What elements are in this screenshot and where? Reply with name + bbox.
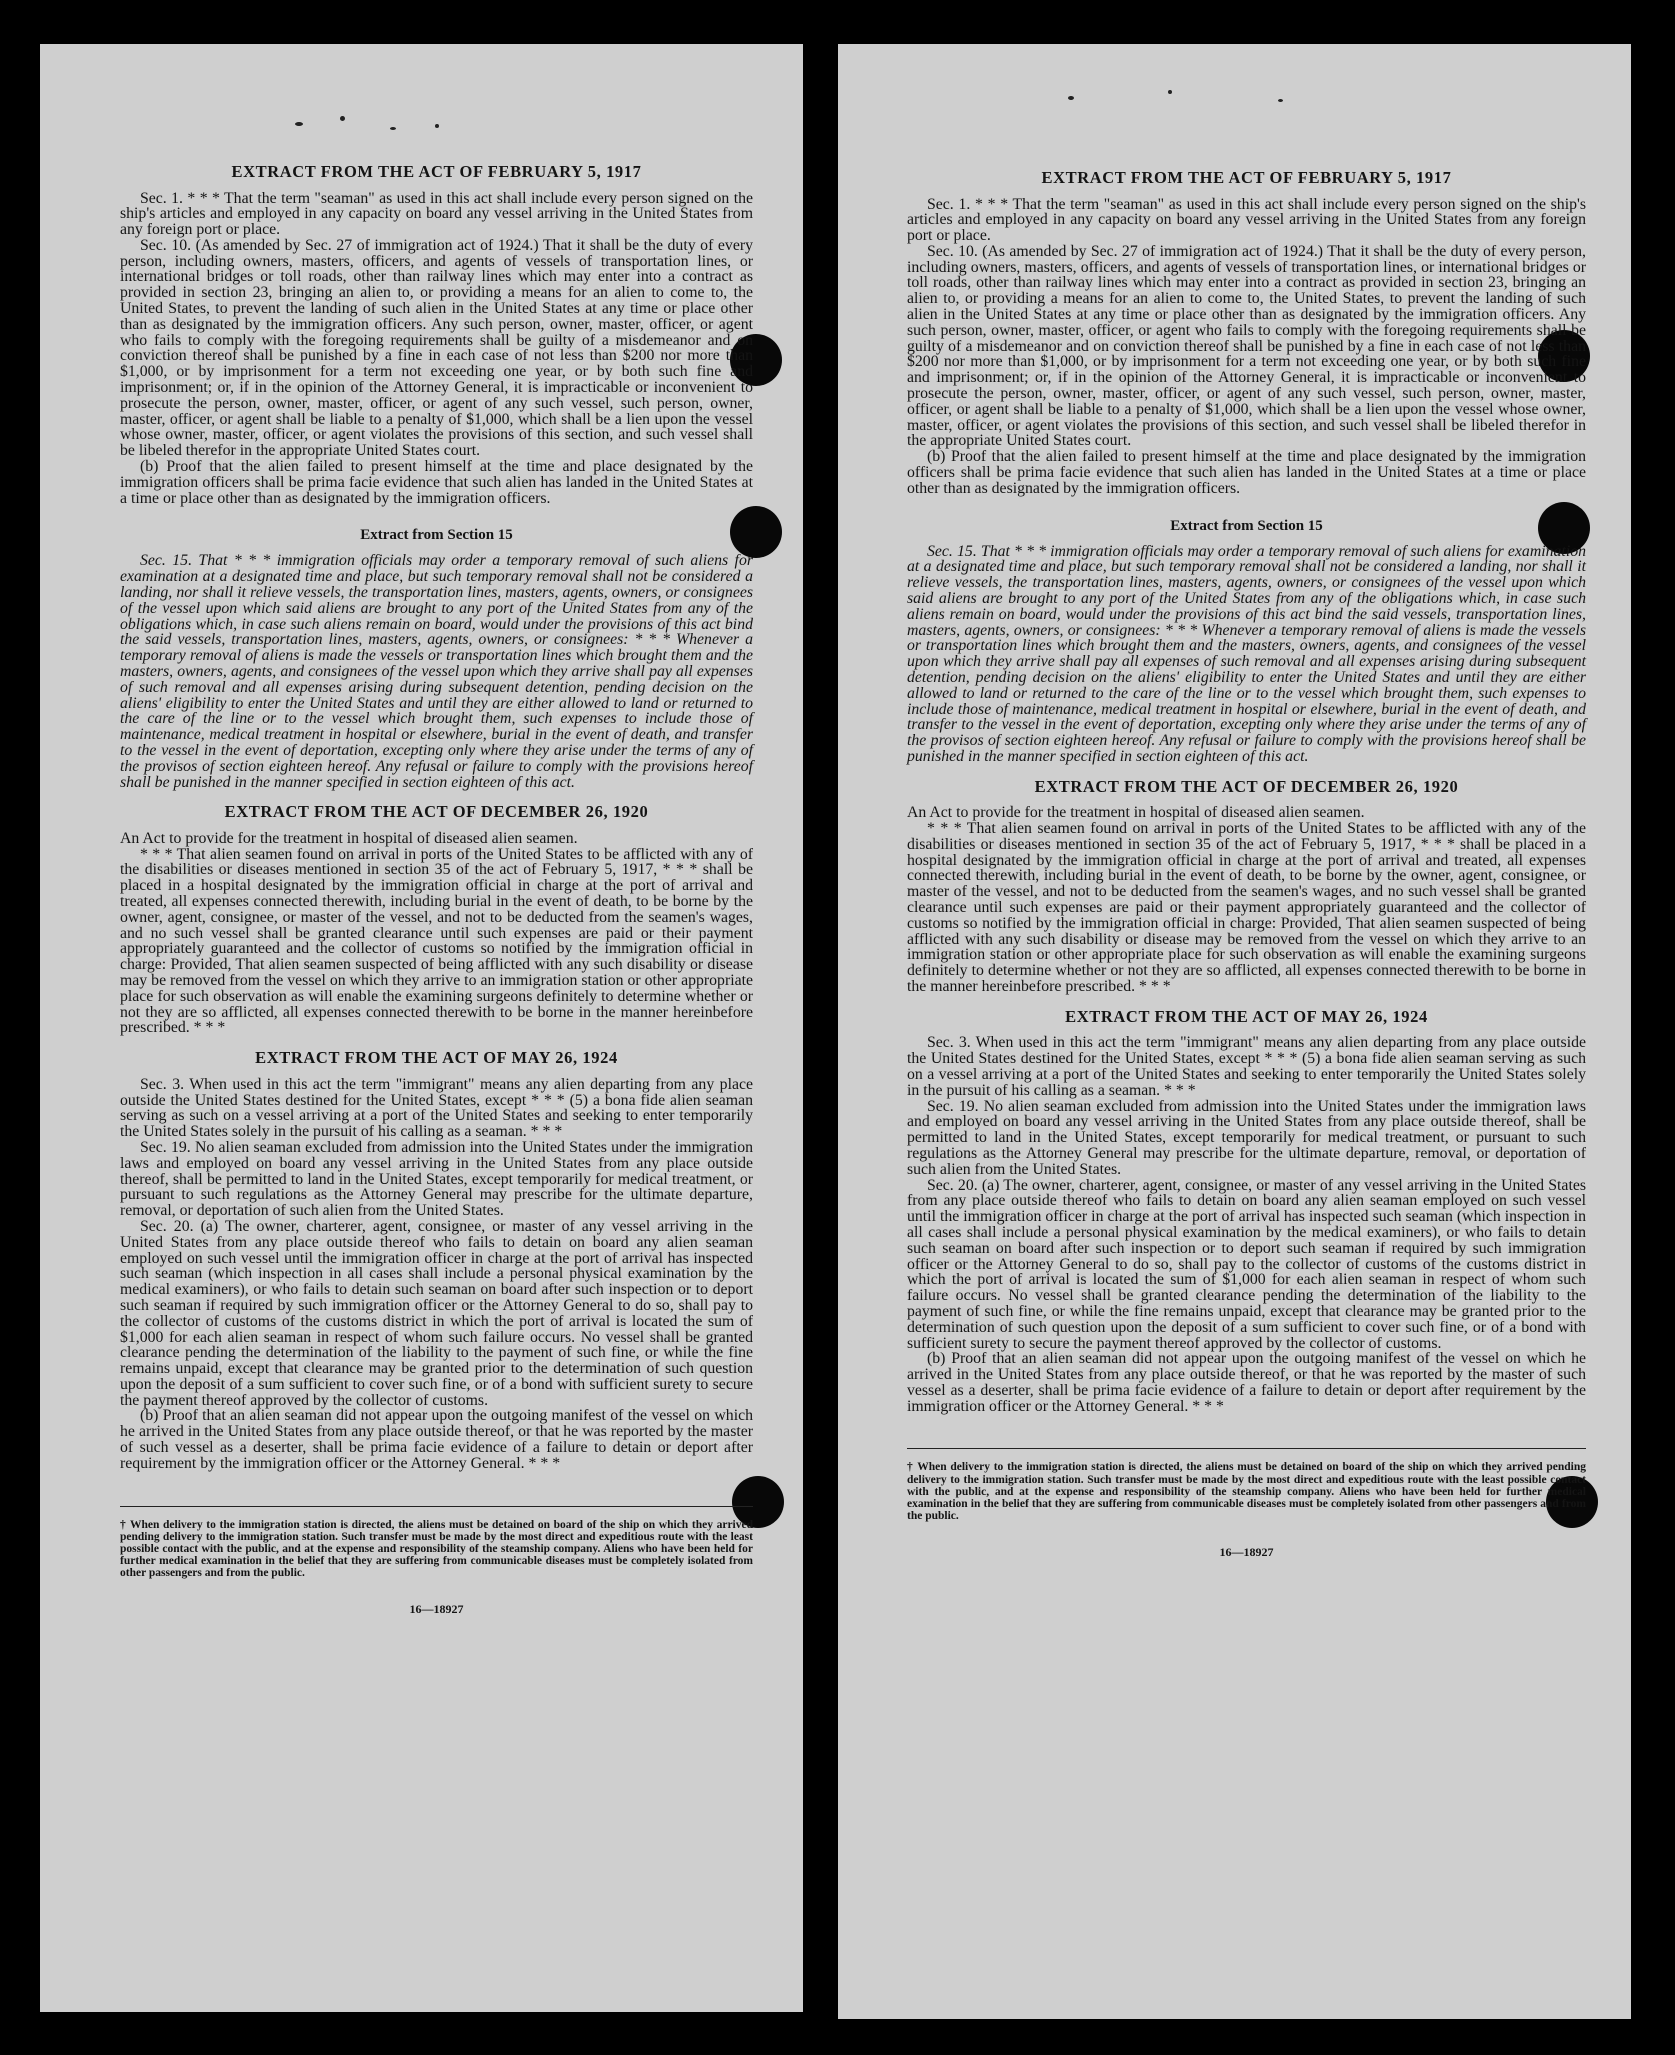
heading-act-1920: EXTRACT FROM THE ACT OF DECEMBER 26, 1920 [1034, 776, 1459, 796]
page-number: 16—18927 [409, 1601, 464, 1616]
section-10: Sec. 10. (As amended by Sec. 27 of immigration act of 1924.) That it shall be the duty of every person, including owners, masters, officers, and agents of vessels of transportation lines, or international bridges or toll roads, other than railway lines which may enter into a contract as provided in section 23, bringing an alien to, or providing a means for an alien to come to, the United States, to prevent the landing of such alien in the United States at any time or place other than as designated by the immigration officers. Any such person, owner, master, officer, or agent who fails to comply with the foregoing requirements shall be guilty of a misdemeanor and on conviction thereof shall be punished by a fine in each case of not less than $200 nor more than $1,000, or by imprisonment for a term not exceeding one year, or by both such fine and imprisonment; or, if in the opinion of the Attorney General, it is impracticable or inconvenient to prosecute the person, owner, master, officer, or agent of any such vessel, such person, owner, master, officer, or agent shall be liable to a penalty of $1,000, which shall be a lien upon the vessel whose owner, master, officer, or agent violates the provisions of this section, and such vessel shall be libeled therefor in the appropriate United States court. [907, 242, 1586, 450]
act-1920-title: An Act to provide for the treatment in hospital of diseased alien seamen. [907, 804, 1365, 822]
section-10: Sec. 10. (As amended by Sec. 27 of immigration act of 1924.) That it shall be the duty of every person, including owners, masters, officers, and agents of vessels of transportation lines, or international bridges or toll roads, other than railway lines which may enter into a contract as provided in section 23, bringing an alien to, or providing a means for an alien to come to, the United States, to prevent the landing of such alien in the United States at any time or place other than as designated by the immigration officers. Any such person, owner, master, officer, or agent who fails to comply with the foregoing requirements shall be guilty of a misdemeanor and on conviction thereof shall be punished by a fine in each case of not less than $200 nor more than $1,000, or by imprisonment for a term not exceeding one year, or by both such fine and imprisonment; or, if in the opinion of the Attorney General, it is impracticable or inconvenient to prosecute the person, owner, master, officer, or agent of any such vessel, such person, owner, master, officer, or agent shall be liable to a penalty of $1,000, which shall be a lien upon the vessel whose owner, master, officer, or agent violates the provisions of this section, and such vessel shall be libeled therefor in the appropriate United States court. [120, 236, 753, 460]
heading-act-1920: EXTRACT FROM THE ACT OF DECEMBER 26, 1920 [224, 802, 649, 822]
section-1: Sec. 1. * * * That the term "seaman" as used in this act shall include every person signed on the ship's articles and employed in any capacity on board any vessel arriving in the United States from any foreign port or place. [907, 195, 1586, 245]
section-3: Sec. 3. When used in this act the term "immigrant" means any alien departing from any place outside the United States destined for the United States, except * * * (5) a bona fide alien seaman serving as such on a vessel arriving at a port of the United States and seeking to enter temporarily the United States solely in the pursuit of his calling as a seaman. * * * [907, 1034, 1586, 1099]
ink-speck [390, 127, 396, 130]
section-10-b: (b) Proof that the alien failed to present himself at the time and place designated by the immigration officers shall be prima facie evidence that such alien has landed in the United States at a time or place other than as designated by the immigration officers. [907, 448, 1586, 497]
section-10-b: (b) Proof that the alien failed to present himself at the time and place designated by the immigration officers shall be prima facie evidence that such alien has landed in the United States at a time or place other than as designated by the immigration officers. [120, 458, 753, 507]
ink-speck [340, 116, 345, 121]
section-15: Sec. 15. That * * * immigration officials may order a temporary removal of such aliens for examination at a designated time and place, but such temporary removal shall not be considered a landing, nor shall it relieve vessels, the transportation lines, masters, agents, owners, or consignees of the vessel upon which said aliens are brought to any port of the United States from any of the obligations which, in case such aliens remain on board, would under the provisions of this act bind the said vessels, transportation lines, masters, agents, owners, or consignees: * * * Whenever a temporary removal of aliens is made the vessels or transportation lines which brought them and the masters, owners, agents, and consignees of the vessel upon which they arrive shall pay all expenses of such removal and all expenses arising during subsequent detention, pending decision on the aliens' eligibility to enter the United States and until they are either allowed to land or returned to the care of the line or to the vessel which brought them, such expenses to include those of maintenance, medical treatment in hospital or elsewhere, burial in the event of death, and transfer to the vessel in the event of deportation, excepting only where they arise under the terms of any of the provisos of section eighteen hereof. Any refusal or failure to comply with the provisions hereof shall be punished in the manner specified in section eighteen of this act. [120, 552, 753, 791]
ink-speck [1168, 90, 1172, 94]
document-page-left [40, 44, 803, 2012]
act-1920-body: * * * That alien seamen found on arrival in ports of the United States to be afflicted with any of the disabilities or diseases mentioned in section 35 of the act of February 5, 1917, * * * shall be placed in a hospital designated by the immigration official in charge at the port of arrival and treated, all expenses connected therewith, including burial in the event of death, to be borne by the owner, agent, consignee, or master of the vessel, and not to be deducted from the seamen's wages, and no such vessel shall be granted clearance until such expenses are paid or their payment appropriately guaranteed and the collector of customs so notified by the immigration official in charge: Provided, That alien seamen suspected of being afflicted with any such disability or disease may be removed from the vessel on which they arrive to an immigration station or other appropriate place for such observation as will enable the examining surgeons definitely to determine whether or not they are so afflicted, all expenses connected therewith to be borne in the manner hereinbefore prescribed. * * * [120, 845, 753, 1037]
section-1: Sec. 1. * * * That the term "seaman" as used in this act shall include every person signed on the ship's articles and employed in any capacity on board any vessel arriving in the United States from any foreign port or place. [120, 189, 753, 239]
act-1920-title: An Act to provide for the treatment in hospital of diseased alien seamen. [120, 829, 578, 847]
footnote-divider [120, 1506, 753, 1507]
section-20: Sec. 20. (a) The owner, charterer, agent, consignee, or master of any vessel arriving in the United States from any place outside thereof who fails to detain on board any alien seaman employed on such vessel until the immigration officer in charge at the port of arrival has inspected such seaman (which inspection in all cases shall include a personal physical examination by the medical examiners), or who fails to detain such seaman on board after such inspection or to deport such seaman if required by such immigration officer or the Attorney General to do so, shall pay to the collector of customs of the customs district in which the port of arrival is located the sum of $1,000 for each alien seaman in respect of whom such failure occurs. No vessel shall be granted clearance pending the determination of the liability to the payment of such fine, or while the fine remains unpaid, except that clearance may be granted prior to the determination of such question upon the deposit of a sum sufficient to cover such fine, or of a bond with sufficient surety to secure the payment thereof approved by the collector of customs. [907, 1176, 1586, 1352]
heading-act-1924: EXTRACT FROM THE ACT OF MAY 26, 1924 [255, 1048, 618, 1068]
ink-speck [295, 122, 303, 126]
subheading-section-15: Extract from Section 15 [360, 527, 513, 544]
footnote: † When delivery to the immigration station is directed, the aliens must be detained on board of the ship on which they arrived pending delivery to the immigration station. Such transfer must be made by the most direct and expeditious route with the least possible contact with the public, and at the expense and responsibility of the steamship company. Aliens who have been held for further medical examination in the belief that they are suffering from communicable diseases must be completely isolated from other passengers and from the public. [120, 1518, 753, 1579]
heading-act-1917: EXTRACT FROM THE ACT OF FEBRUARY 5, 1917 [231, 162, 642, 181]
section-19: Sec. 19. No alien seaman excluded from admission into the United States under the immigration laws and employed on board any vessel arriving in the United States from any place outside thereof, shall be permitted to land in the United States, except temporarily for medical treatment, or pursuant to such regulations as the Attorney General may prescribe for the ultimate departure, removal, or deportation of such alien from the United States. [907, 1097, 1586, 1178]
heading-act-1917: EXTRACT FROM THE ACT OF FEBRUARY 5, 1917 [1041, 168, 1452, 187]
subheading-section-15: Extract from Section 15 [1170, 517, 1323, 534]
section-3: Sec. 3. When used in this act the term "immigrant" means any alien departing from any place outside the United States destined for the United States, except * * * (5) a bona fide alien seaman serving as such on a vessel arriving at a port of the United States and seeking to enter temporarily the United States solely in the pursuit of his calling as a seaman. * * * [120, 1075, 753, 1141]
footnote-divider [907, 1448, 1586, 1449]
section-19: Sec. 19. No alien seaman excluded from admission into the United States under the immigration laws and employed on board any vessel arriving in the United States from any place outside thereof, shall be permitted to land in the United States, except temporarily for medical treatment, or pursuant to such regulations as the Attorney General may prescribe for the ultimate departure, removal, or deportation of such alien from the United States. [120, 1138, 753, 1220]
document-page-right [838, 44, 1631, 2019]
page-number: 16—18927 [1219, 1544, 1274, 1559]
ink-speck [435, 124, 439, 128]
document-body [907, 170, 1586, 1558]
section-20-b: (b) Proof that an alien seaman did not appear upon the outgoing manifest of the vessel on which he arrived in the United States from any place outside thereof, or that he was reported by the master of such vessel as a deserter, shall be prima facie evidence of a failure to detain or deport after requirement by the immigration officer or the Attorney General. * * * [120, 1407, 753, 1472]
ink-speck [1278, 99, 1283, 102]
ink-speck [1068, 96, 1074, 100]
heading-act-1924: EXTRACT FROM THE ACT OF MAY 26, 1924 [1065, 1006, 1428, 1026]
document-body [120, 164, 753, 1615]
section-15: Sec. 15. That * * * immigration officials may order a temporary removal of such aliens for examination at a designated time and place, but such temporary removal shall not be considered a landing, nor shall it relieve vessels, the transportation lines, masters, agents, owners, or consignees of the vessel upon which said aliens are brought to any port of the United States from any of the obligations which, in case such aliens remain on board, would under the provisions of this act bind the said vessels, transportation lines, masters, agents, owners, or consignees: * * * Whenever a temporary removal of aliens is made the vessels or transportation lines which brought them and the masters, owners, agents, and consignees of the vessel upon which they arrive shall pay all expenses of such removal and all expenses arising during subsequent detention, pending decision on the aliens' eligibility to enter the United States and until they are either allowed to land or returned to the care of the line or to the vessel which brought them, such expenses to include those of maintenance, medical treatment in hospital or elsewhere, burial in the event of death, and transfer to the vessel in the event of deportation, excepting only where they arise under the terms of any of the provisos of section eighteen hereof. Any refusal or failure to comply with the provisions hereof shall be punished in the manner specified in section eighteen of this act. [907, 542, 1586, 765]
act-1920-body: * * * That alien seamen found on arrival in ports of the United States to be afflicted with any of the disabilities or diseases mentioned in section 35 of the act of February 5, 1917, * * * shall be placed in a hospital designated by the immigration official in charge at the port of arrival and treated, all expenses connected therewith, including burial in the event of death, to be borne by the owner, agent, consignee, or master of the vessel, and not to be deducted from the seamen's wages, and no such vessel shall be granted clearance until such expenses are paid or their payment appropriately guaranteed and the collector of customs so notified by the immigration official in charge: Provided, That alien seamen suspected of being afflicted with any such disability or disease may be removed from the vessel on which they arrive to an immigration station or other appropriate place for such observation as will enable the examining surgeons definitely to determine whether or not they are so afflicted, all expenses connected therewith to be borne in the manner hereinbefore prescribed. * * * [907, 820, 1586, 996]
section-20-b: (b) Proof that an alien seaman did not appear upon the outgoing manifest of the vessel on which he arrived in the United States from any place outside thereof, or that he was reported by the master of such vessel as a deserter, shall be prima facie evidence of a failure to detain or deport after requirement by the immigration officer or the Attorney General. * * * [907, 1350, 1586, 1415]
footnote: † When delivery to the immigration station is directed, the aliens must be detained on board of the ship on which they arrived pending delivery to the immigration station. Such transfer must be made by the most direct and expeditious route with the least possible contact with the public, and at the expense and responsibility of the steamship company. Aliens who have been held for further medical examination in the belief that they are suffering from communicable diseases must be completely isolated from other passengers and from the public. [907, 1461, 1586, 1522]
section-20: Sec. 20. (a) The owner, charterer, agent, consignee, or master of any vessel arriving in the United States from any place outside thereof who fails to detain on board any alien seaman employed on such vessel until the immigration officer in charge at the port of arrival has inspected such seaman (which inspection in all cases shall include a personal physical examination by the medical examiners), or who fails to detain such seaman on board after such inspection or to deport such seaman if required by such immigration officer or the Attorney General to do so, shall pay to the collector of customs of the customs district in which the port of arrival is located the sum of $1,000 for each alien seaman in respect of whom such failure occurs. No vessel shall be granted clearance pending the determination of the liability to the payment of such fine, or while the fine remains unpaid, except that clearance may be granted prior to the determination of such question upon the deposit of a sum sufficient to cover such fine, or of a bond with sufficient surety to secure the payment thereof approved by the collector of customs. [120, 1217, 753, 1409]
